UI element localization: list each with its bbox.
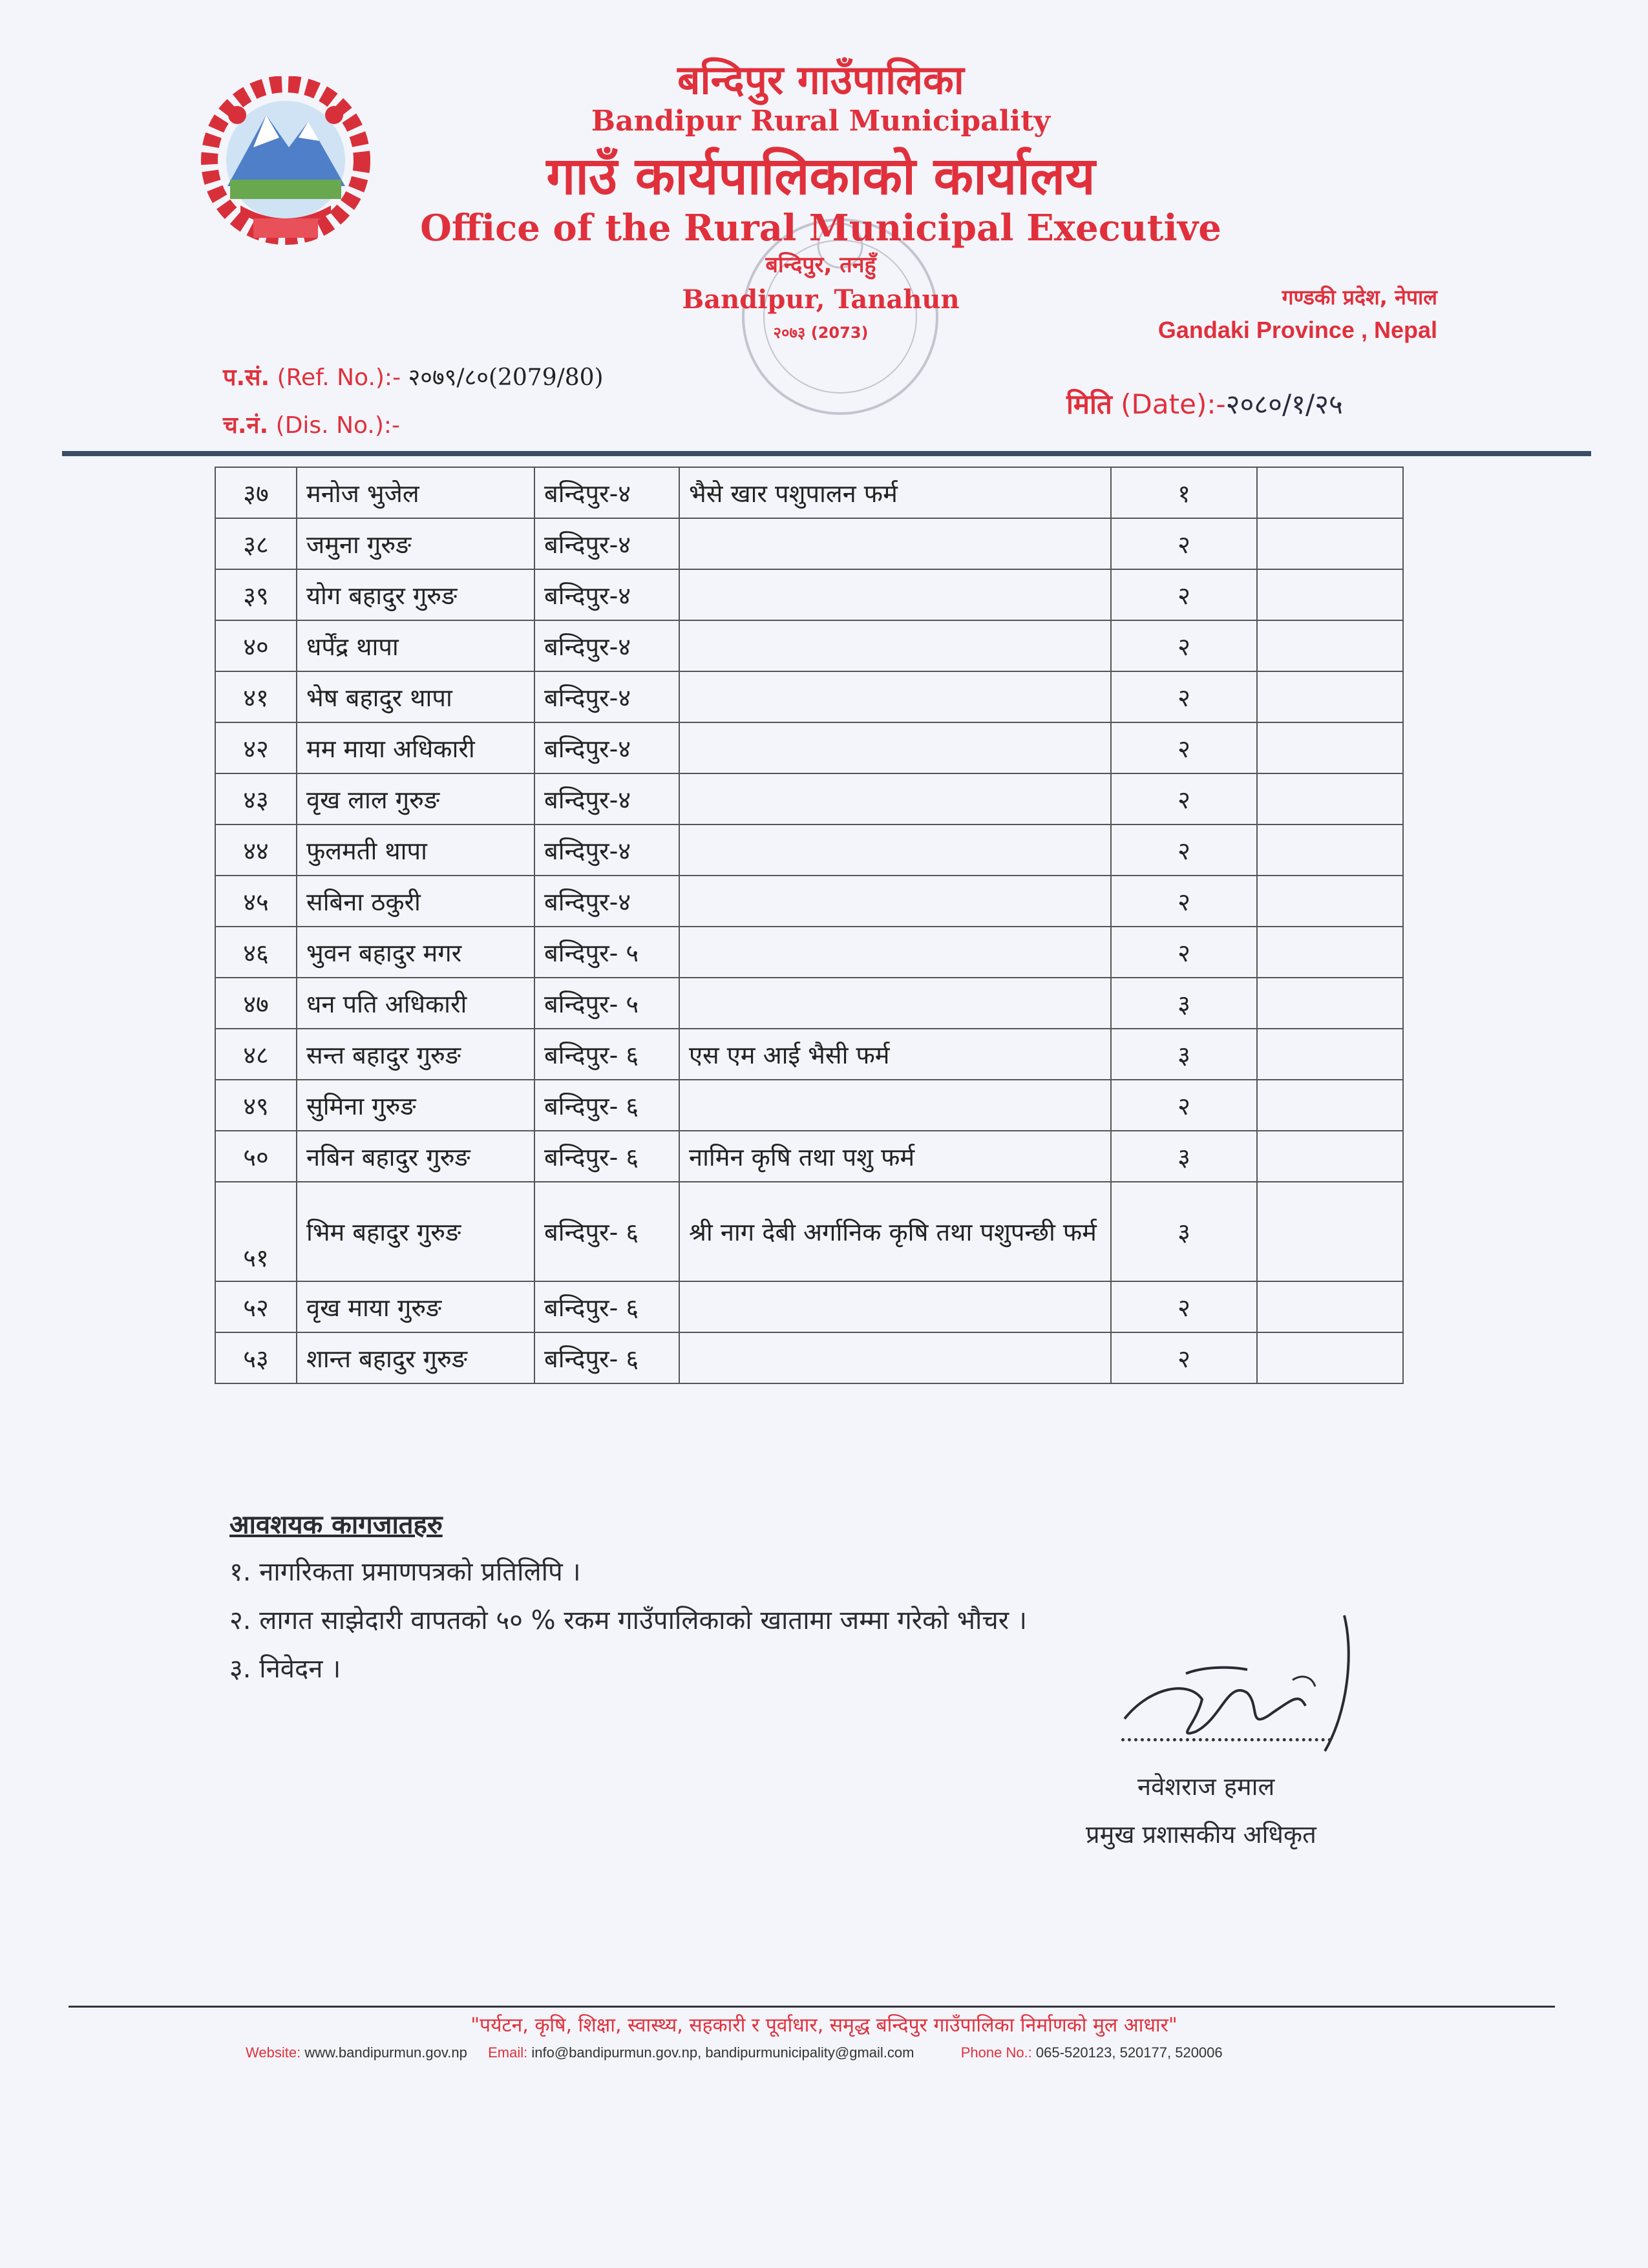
address-cell: बन्दिपुर- ५	[534, 978, 679, 1029]
farm-name-cell: श्री नाग देबी अर्गानिक कृषि तथा पशुपन्छी फर्म	[679, 1182, 1111, 1281]
table-row	[215, 722, 1403, 773]
quantity-cell: ३	[1111, 1029, 1257, 1080]
address-cell: बन्दिपुर-४	[534, 467, 679, 518]
table-row	[215, 671, 1403, 722]
ref-label-en: (Ref. No.):-	[277, 364, 401, 391]
document-item: ३. निवेदन ।	[229, 1654, 341, 1684]
quantity-cell: २	[1111, 773, 1257, 824]
established-year: २०७३ (2073)	[773, 324, 869, 342]
quantity-cell: २	[1111, 518, 1257, 569]
required-documents-heading: आवशयक कागजातहरु	[229, 1510, 443, 1540]
farm-name-cell	[679, 927, 1111, 978]
ref-value: २०७९/८०(2079/80)	[401, 364, 604, 391]
remark-cell	[1257, 1281, 1403, 1332]
beneficiary-name-cell: फुलमती थापा	[297, 824, 534, 876]
serial-number-cell: ३९	[215, 569, 297, 620]
farm-name-cell	[679, 773, 1111, 824]
remark-cell	[1257, 1332, 1403, 1383]
quantity-cell: २	[1111, 1281, 1257, 1332]
remark-cell	[1257, 620, 1403, 671]
beneficiary-table	[215, 467, 1404, 1384]
beneficiary-name-cell: भेष बहादुर थापा	[297, 671, 534, 722]
farm-name-cell: भैसे खार पशुपालन फर्म	[679, 467, 1111, 518]
remark-cell	[1257, 722, 1403, 773]
quantity-cell: २	[1111, 1332, 1257, 1383]
remark-cell	[1257, 1080, 1403, 1131]
table-row	[215, 569, 1403, 620]
date-label-en: (Date):-	[1121, 388, 1226, 420]
dispatch-number	[223, 408, 400, 440]
address-cell: बन्दिपुर-४	[534, 518, 679, 569]
remark-cell	[1257, 569, 1403, 620]
beneficiary-name-cell: सुमिना गुरुङ	[297, 1080, 534, 1131]
table-row	[215, 876, 1403, 927]
document-item: २. लागत साझेदारी वापतको ५० % रकम गाउँपालिकाको खातामा जम्मा गरेको भौचर ।	[229, 1606, 1027, 1635]
beneficiary-name-cell: सबिना ठकुरी	[297, 876, 534, 927]
serial-number-cell: ५३	[215, 1332, 297, 1383]
farm-name-cell	[679, 978, 1111, 1029]
website-link[interactable]: www.bandipurmun.gov.np	[304, 2044, 467, 2061]
province-np: गण्डकी प्रदेश, नेपाल	[1282, 285, 1437, 310]
address-cell: बन्दिपुर-४	[534, 620, 679, 671]
date-line	[1066, 385, 1343, 422]
serial-number-cell: ३८	[215, 518, 297, 569]
quantity-cell: २	[1111, 824, 1257, 876]
serial-number-cell: ४८	[215, 1029, 297, 1080]
beneficiary-name-cell: भुवन बहादुर मगर	[297, 927, 534, 978]
beneficiary-name-cell: धर्पेंद्र थापा	[297, 620, 534, 671]
farm-name-cell: एस एम आई भैसी फर्म	[679, 1029, 1111, 1080]
serial-number-cell: ४२	[215, 722, 297, 773]
table-row	[215, 1131, 1403, 1182]
serial-number-cell: ४५	[215, 876, 297, 927]
serial-number-cell: ४३	[215, 773, 297, 824]
dis-label-en: (Dis. No.):-	[275, 412, 400, 439]
quantity-cell: ३	[1111, 978, 1257, 1029]
address-cell: बन्दिपुर-४	[534, 722, 679, 773]
header-divider	[62, 451, 1591, 456]
email-label: Email:	[488, 2044, 528, 2061]
farm-name-cell	[679, 722, 1111, 773]
farm-name-cell	[679, 671, 1111, 722]
beneficiary-name-cell: वृख लाल गुरुङ	[297, 773, 534, 824]
remark-cell	[1257, 1029, 1403, 1080]
serial-number-cell: ३७	[215, 467, 297, 518]
quantity-cell: २	[1111, 722, 1257, 773]
table-row	[215, 1080, 1403, 1131]
serial-number-cell: ४७	[215, 978, 297, 1029]
location-en: Bandipur, Tanahun	[682, 284, 960, 315]
serial-number-cell: ४१	[215, 671, 297, 722]
remark-cell	[1257, 671, 1403, 722]
farm-name-cell	[679, 1281, 1111, 1332]
address-cell: बन्दिपुर- ६	[534, 1182, 679, 1281]
serial-number-cell: ५०	[215, 1131, 297, 1182]
beneficiary-name-cell: सन्त बहादुर गुरुङ	[297, 1029, 534, 1080]
footer-contacts	[246, 2044, 1223, 2061]
address-cell: बन्दिपुर- ६	[534, 1131, 679, 1182]
office-name-en: Office of the Rural Municipal Executive	[420, 207, 1221, 249]
remark-cell	[1257, 1182, 1403, 1281]
location-np: बन्दिपुर, तनहुँ	[765, 252, 876, 278]
address-cell: बन्दिपुर-४	[534, 824, 679, 876]
beneficiary-name-cell: शान्त बहादुर गुरुङ	[297, 1332, 534, 1383]
remark-cell	[1257, 518, 1403, 569]
serial-number-cell: ४६	[215, 927, 297, 978]
signature-line	[1121, 1738, 1331, 1741]
remark-cell	[1257, 1131, 1403, 1182]
farm-name-cell	[679, 876, 1111, 927]
farm-name-cell	[679, 518, 1111, 569]
email-link[interactable]: info@bandipurmun.gov.np, bandipurmunicipality@gmail.com	[531, 2044, 914, 2061]
reference-number	[223, 361, 604, 392]
quantity-cell: २	[1111, 927, 1257, 978]
farm-name-cell	[679, 569, 1111, 620]
serial-number-cell: ४०	[215, 620, 297, 671]
table-row	[215, 1029, 1403, 1080]
address-cell: बन्दिपुर- ६	[534, 1029, 679, 1080]
beneficiary-name-cell: मनोज भुजेल	[297, 467, 534, 518]
table-row	[215, 773, 1403, 824]
handwritten-signature	[1099, 1602, 1389, 1770]
phone-numbers: 065-520123, 520177, 520006	[1035, 2044, 1223, 2061]
table-row	[215, 1182, 1403, 1281]
farm-name-cell	[679, 620, 1111, 671]
footer-divider	[69, 2006, 1555, 2008]
quantity-cell: ३	[1111, 1182, 1257, 1281]
serial-number-cell: ४४	[215, 824, 297, 876]
quantity-cell: २	[1111, 620, 1257, 671]
date-label-np: मिति	[1066, 388, 1112, 420]
quantity-cell: १	[1111, 467, 1257, 518]
table-row	[215, 518, 1403, 569]
beneficiary-name-cell: नबिन बहादुर गुरुङ	[297, 1131, 534, 1182]
ref-label-np: प.सं.	[223, 364, 270, 391]
address-cell: बन्दिपुर-४	[534, 671, 679, 722]
quantity-cell: २	[1111, 876, 1257, 927]
nepal-emblem-icon	[176, 76, 396, 257]
beneficiary-name-cell: वृख माया गुरुङ	[297, 1281, 534, 1332]
table-row	[215, 467, 1403, 518]
quantity-cell: २	[1111, 671, 1257, 722]
beneficiary-name-cell: जमुना गुरुङ	[297, 518, 534, 569]
address-cell: बन्दिपुर- ६	[534, 1281, 679, 1332]
table-row	[215, 1332, 1403, 1383]
dis-label-np: च.नं.	[223, 412, 269, 439]
serial-number-cell: ५१	[215, 1182, 297, 1281]
farm-name-cell	[679, 1332, 1111, 1383]
beneficiary-name-cell: भिम बहादुर गुरुङ	[297, 1182, 534, 1281]
document-item: १. नागरिकता प्रमाणपत्रको प्रतिलिपि ।	[229, 1557, 581, 1587]
table-row	[215, 824, 1403, 876]
quantity-cell: २	[1111, 1080, 1257, 1131]
farm-name-cell	[679, 824, 1111, 876]
municipality-name-en: Bandipur Rural Municipality	[591, 105, 1051, 138]
quantity-cell: ३	[1111, 1131, 1257, 1182]
address-cell: बन्दिपुर- ६	[534, 1332, 679, 1383]
beneficiary-name-cell: मम माया अधिकारी	[297, 722, 534, 773]
table-row	[215, 927, 1403, 978]
remark-cell	[1257, 824, 1403, 876]
municipality-name-np: बन्दिपुर गाउँपालिका	[677, 56, 964, 103]
farm-name-cell: नामिन कृषि तथा पशु फर्म	[679, 1131, 1111, 1182]
table-row	[215, 1281, 1403, 1332]
remark-cell	[1257, 773, 1403, 824]
table-row	[215, 978, 1403, 1029]
office-name-np: गाउँ कार्यपालिकाको कार्यालय	[546, 146, 1095, 206]
address-cell: बन्दिपुर-४	[534, 876, 679, 927]
beneficiary-name-cell: योग बहादुर गुरुङ	[297, 569, 534, 620]
website-label: Website:	[246, 2044, 301, 2061]
farm-name-cell	[679, 1080, 1111, 1131]
serial-number-cell: ४९	[215, 1080, 297, 1131]
remark-cell	[1257, 978, 1403, 1029]
signatory-title: प्रमुख प्रशासकीय अधिकृत	[1086, 1820, 1316, 1849]
required-documents	[229, 1506, 1027, 1698]
address-cell: बन्दिपुर- ५	[534, 927, 679, 978]
signatory-name: नवेशराज हमाल	[1137, 1772, 1275, 1801]
address-cell: बन्दिपुर- ६	[534, 1080, 679, 1131]
serial-number-cell: ५२	[215, 1281, 297, 1332]
beneficiary-name-cell: धन पति अधिकारी	[297, 978, 534, 1029]
phone-label: Phone No.:	[960, 2044, 1032, 2061]
remark-cell	[1257, 927, 1403, 978]
quantity-cell: २	[1111, 569, 1257, 620]
remark-cell	[1257, 467, 1403, 518]
footer-slogan: "पर्यटन, कृषि, शिक्षा, स्वास्थ्य, सहकारी र पूर्वाधार, समृद्ध बन्दिपुर गाउँपालिका निर्माणको मुल आधार"	[470, 2014, 1178, 2037]
province-en: Gandaki Province , Nepal	[1157, 317, 1437, 343]
remark-cell	[1257, 876, 1403, 927]
address-cell: बन्दिपुर-४	[534, 569, 679, 620]
table-row	[215, 620, 1403, 671]
address-cell: बन्दिपुर-४	[534, 773, 679, 824]
date-value: २०८०/१/२५	[1225, 388, 1343, 420]
